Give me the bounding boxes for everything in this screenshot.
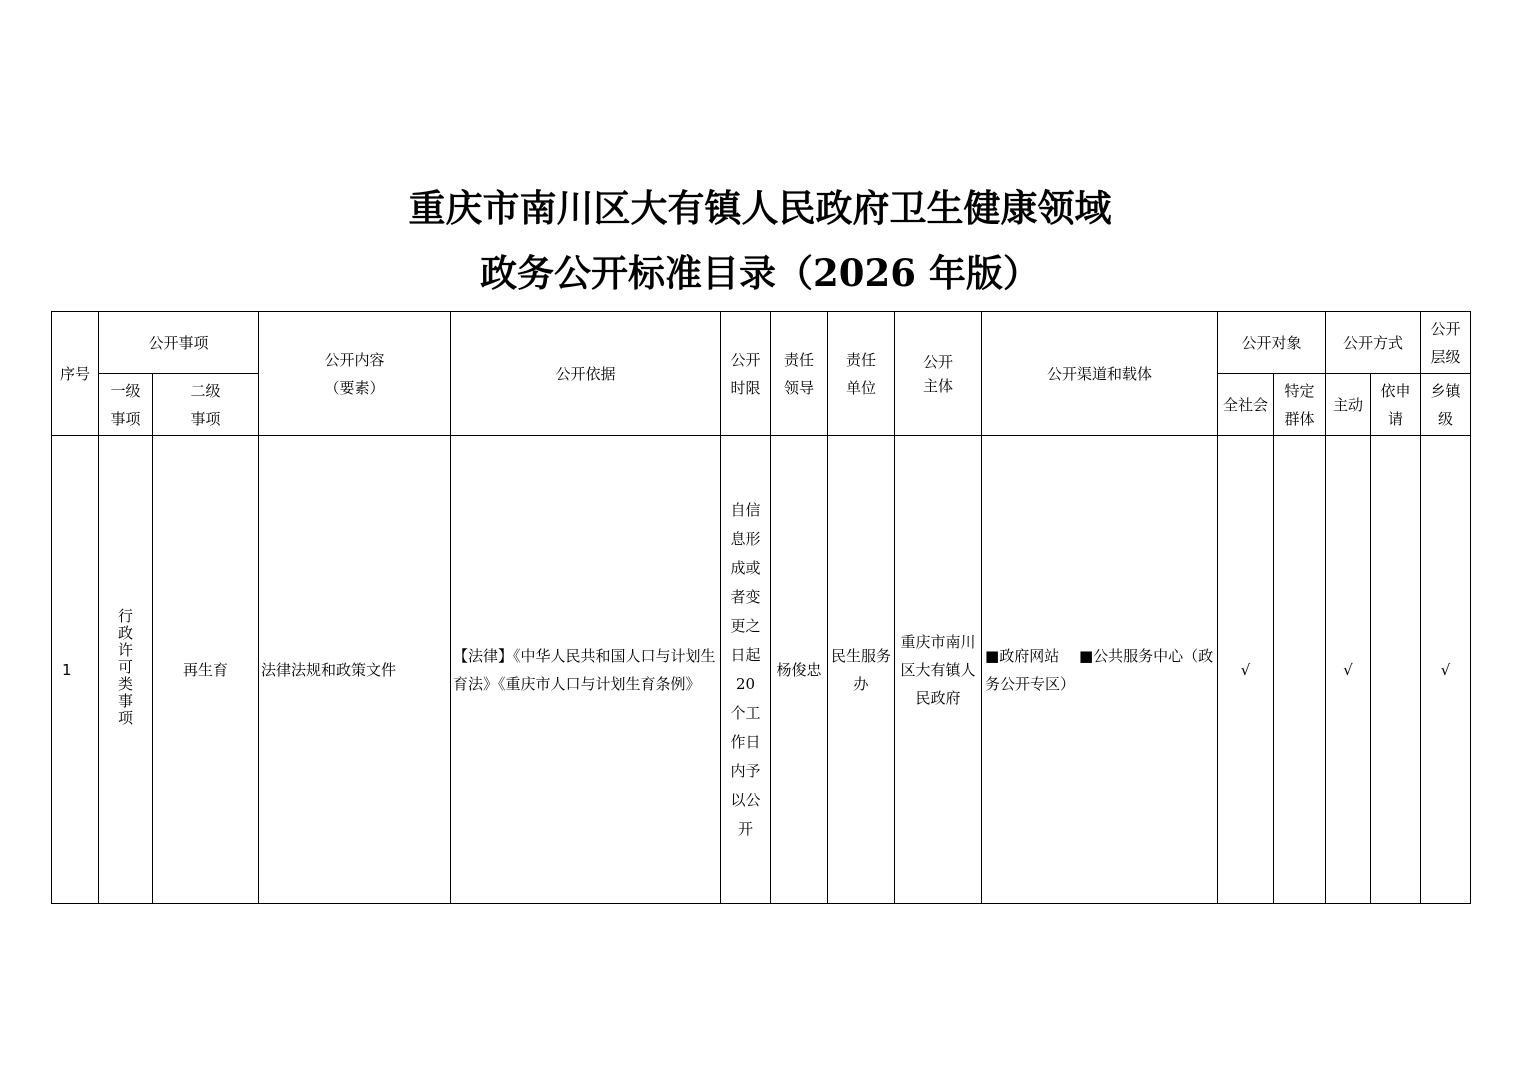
- table-row: [52, 436, 1471, 904]
- header-level2: [153, 374, 259, 436]
- cell-target-specific: [1274, 436, 1326, 904]
- header-level1: [99, 374, 153, 436]
- cell-method-active: √: [1326, 436, 1371, 904]
- header-time-limit: [721, 312, 771, 436]
- header-subject-line-1: 公开: [923, 352, 954, 371]
- cell-channel: ■政府网站 ■公共服务中心（政务公开专区）: [982, 436, 1218, 904]
- cell-level1-text: 行政许可类事项: [117, 606, 133, 727]
- header-subject-line-2: 主体: [923, 376, 954, 395]
- cell-time-limit: [721, 436, 771, 904]
- header-target-specific-line-2: 群体: [1284, 409, 1315, 428]
- document-title-line-1: 重庆市南川区大有镇人民政府卫生健康领域: [408, 186, 1112, 230]
- cell-leader: 杨俊忠: [771, 436, 828, 904]
- cell-content: 法律法规和政策文件: [259, 436, 451, 904]
- header-method-active: 主动: [1326, 374, 1371, 436]
- header-item: 公开事项: [99, 312, 259, 374]
- header-unit: [828, 312, 895, 436]
- header-method: 公开方式: [1326, 312, 1421, 374]
- cell-unit: 民生服务办: [828, 436, 895, 904]
- cell-target-all: √: [1218, 436, 1274, 904]
- header-method-request-line-1: 依申: [1380, 381, 1411, 400]
- cell-basis: 【法律】《中华人民共和国人口与计划生育法》《重庆市人口与计划生育条例》: [451, 436, 721, 904]
- header-unit-line-1: 责任: [846, 350, 877, 369]
- cell-level-town: √: [1421, 436, 1471, 904]
- header-unit-line-2: 单位: [846, 378, 877, 397]
- header-method-request: [1371, 374, 1421, 436]
- header-seq: 序号: [52, 312, 99, 436]
- catalog-table: [51, 311, 1471, 904]
- header-level2-line-1: 二级: [190, 381, 221, 400]
- cell-method-request: [1371, 436, 1421, 904]
- cell-level1: [99, 436, 153, 904]
- header-level-town-line-2: 级: [1438, 409, 1454, 428]
- header-target-specific-line-1: 特定: [1284, 381, 1315, 400]
- cell-level2: 再生育: [153, 436, 259, 904]
- header-content: [259, 312, 451, 436]
- header-channel: 公开渠道和载体: [982, 312, 1218, 436]
- header-basis: 公开依据: [451, 312, 721, 436]
- cell-seq: 1: [52, 436, 99, 904]
- header-content-line-1: 公开内容: [324, 350, 385, 369]
- header-level2-line-2: 事项: [190, 409, 221, 428]
- header-row-1: [52, 312, 1471, 374]
- header-leader-line-2: 领导: [784, 378, 815, 397]
- header-level-town: [1421, 374, 1471, 436]
- cell-time-limit-text: 自信息形成或者变更之日起20个工作日内予以公开: [730, 500, 761, 838]
- header-level-line-1: 公开: [1430, 319, 1461, 338]
- header-level-line-2: 层级: [1430, 347, 1461, 366]
- header-level1-line-1: 一级: [110, 381, 141, 400]
- document-title-line-2: 政务公开标准目录（2026 年版）: [480, 251, 1040, 295]
- header-time-line-1: 公开: [730, 350, 761, 369]
- header-target: 公开对象: [1218, 312, 1326, 374]
- header-target-all: 全社会: [1218, 374, 1274, 436]
- header-level-town-line-1: 乡镇: [1430, 381, 1461, 400]
- header-leader: [771, 312, 828, 436]
- header-content-line-2: （要素）: [324, 378, 385, 397]
- header-level: [1421, 312, 1471, 374]
- header-target-specific: [1274, 374, 1326, 436]
- cell-subject: 重庆市南川区大有镇人民政府: [895, 436, 982, 904]
- header-subject: [895, 312, 982, 436]
- header-leader-line-1: 责任: [784, 350, 815, 369]
- header-time-line-2: 时限: [730, 378, 761, 397]
- header-method-request-line-2: 请: [1388, 409, 1404, 428]
- header-level1-line-2: 事项: [110, 409, 141, 428]
